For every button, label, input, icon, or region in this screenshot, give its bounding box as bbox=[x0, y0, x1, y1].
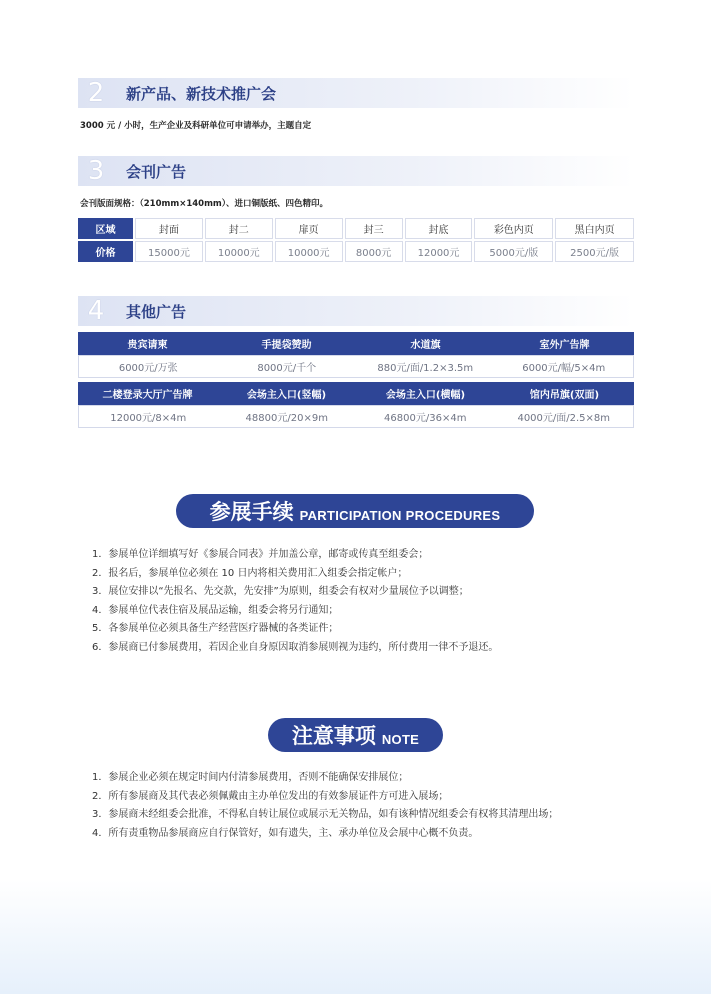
ad-header: 馆内吊旗(双面) bbox=[529, 390, 600, 401]
ad-value: 46800元/36×4m bbox=[384, 413, 467, 424]
list-item: 2．报名后，参展单位必须在 10 日内将相关费用汇入组委会指定帐户； bbox=[92, 567, 408, 579]
ad-value: 12000元/8×4m bbox=[110, 413, 187, 424]
notes-list bbox=[92, 769, 558, 843]
ad-header: 手提袋赞助 bbox=[261, 340, 312, 351]
area-cell: 黑白内页 bbox=[555, 218, 634, 239]
procedures-list bbox=[92, 546, 498, 658]
list-item: 2．所有参展商及其代表必须佩戴由主办单位发出的有效参展证件方可进入展场； bbox=[92, 790, 449, 802]
table-row bbox=[78, 355, 634, 378]
area-cell: 彩色内页 bbox=[474, 218, 553, 239]
ad-header: 会场主入口(竖幅) bbox=[246, 390, 327, 401]
procedures-title-cn: 参展手续 bbox=[209, 499, 294, 524]
list-item: 4．参展单位代表住宿及展品运输，组委会将另行通知； bbox=[92, 604, 339, 616]
ad-value: 48800元/20×9m bbox=[245, 413, 328, 424]
table-row bbox=[78, 405, 634, 428]
section-note: 3000 元 / 小时，生产企业及科研单位可申请举办，主题自定 bbox=[80, 121, 312, 131]
area-cell: 封三 bbox=[345, 218, 403, 239]
ad-value: 6000元/幅/5×4m bbox=[522, 363, 606, 374]
table-row bbox=[78, 218, 634, 239]
section-header-2 bbox=[78, 78, 634, 108]
procedures-title-en: PARTICIPATION PROCEDURES bbox=[299, 507, 501, 523]
price-cell: 12000元 bbox=[405, 241, 473, 262]
section-title: 新产品、新技术推广会 bbox=[126, 84, 277, 103]
procedures-heading bbox=[176, 494, 534, 528]
list-item: 5．各参展单位必须具备生产经营医疗器械的各类证件； bbox=[92, 623, 339, 635]
table-row bbox=[78, 382, 634, 405]
price-cell: 15000元 bbox=[135, 241, 203, 262]
section-number: 2 bbox=[87, 78, 105, 108]
table-row bbox=[78, 332, 634, 355]
other-ads-table-2 bbox=[78, 382, 634, 428]
ad-header: 会场主入口(横幅) bbox=[385, 390, 466, 401]
price-cell: 10000元 bbox=[275, 241, 343, 262]
notes-heading bbox=[268, 718, 443, 752]
section-header-3 bbox=[78, 156, 634, 186]
ad-header: 二楼登录大厅广告牌 bbox=[102, 390, 193, 401]
list-item: 1．参展企业必须在规定时间内付清参展费用，否则不能确保安排展位； bbox=[92, 772, 409, 783]
ad-value: 6000元/万张 bbox=[118, 363, 178, 374]
price-cell: 5000元/版 bbox=[474, 241, 553, 262]
area-cell: 扉页 bbox=[275, 218, 343, 239]
section-header-4 bbox=[78, 296, 634, 326]
ad-header: 水道旗 bbox=[410, 340, 441, 351]
section-note: 会刊版面规格：（210mm×140mm）、进口铜版纸、四色精印。 bbox=[80, 199, 329, 209]
price-cell: 10000元 bbox=[205, 241, 273, 262]
ad-header: 贵宾请柬 bbox=[127, 340, 168, 351]
price-cell: 2500元/版 bbox=[555, 241, 634, 262]
area-cell: 封二 bbox=[205, 218, 273, 239]
list-item: 1．参展单位详细填写好《参展合同表》并加盖公章，邮寄或传真至组委会； bbox=[92, 549, 429, 560]
list-item: 3．参展商未经组委会批准，不得私自转让展位或展示无关物品，如有该种情况组委会有权将其清理出场； bbox=[92, 809, 559, 821]
price-cell: 8000元 bbox=[345, 241, 403, 262]
row-header-area: 区域 bbox=[78, 218, 133, 239]
section-title: 其他广告 bbox=[126, 302, 187, 321]
section-title: 会刊广告 bbox=[126, 162, 187, 181]
list-item: 6．参展商已付参展费用，若因企业自身原因取消参展则视为违约，所付费用一律不予退还。 bbox=[92, 641, 499, 653]
area-cell: 封底 bbox=[405, 218, 473, 239]
ad-value: 4000元/面/2.5×8m bbox=[517, 413, 611, 424]
notes-title-en: NOTE bbox=[381, 731, 420, 747]
ad-value: 880元/面/1.2×3.5m bbox=[377, 363, 474, 374]
ad-header: 室外广告牌 bbox=[539, 340, 590, 351]
other-ads-table-1 bbox=[78, 332, 634, 378]
ad-value: 8000元/千个 bbox=[257, 363, 317, 374]
table-row bbox=[78, 241, 634, 262]
row-header-price: 价格 bbox=[78, 241, 133, 262]
section-number: 3 bbox=[87, 156, 105, 186]
journal-ad-table bbox=[76, 216, 636, 264]
list-item: 3．展位安排以“先报名、先交款，先安排”为原则，组委会有权对少量展位予以调整； bbox=[92, 586, 469, 598]
notes-title-cn: 注意事项 bbox=[291, 723, 376, 748]
area-cell: 封面 bbox=[135, 218, 203, 239]
section-number: 4 bbox=[87, 296, 105, 326]
list-item: 4．所有责重物品参展商应自行保管好，如有遗失，主、承办单位及会展中心概不负责。 bbox=[92, 827, 479, 839]
